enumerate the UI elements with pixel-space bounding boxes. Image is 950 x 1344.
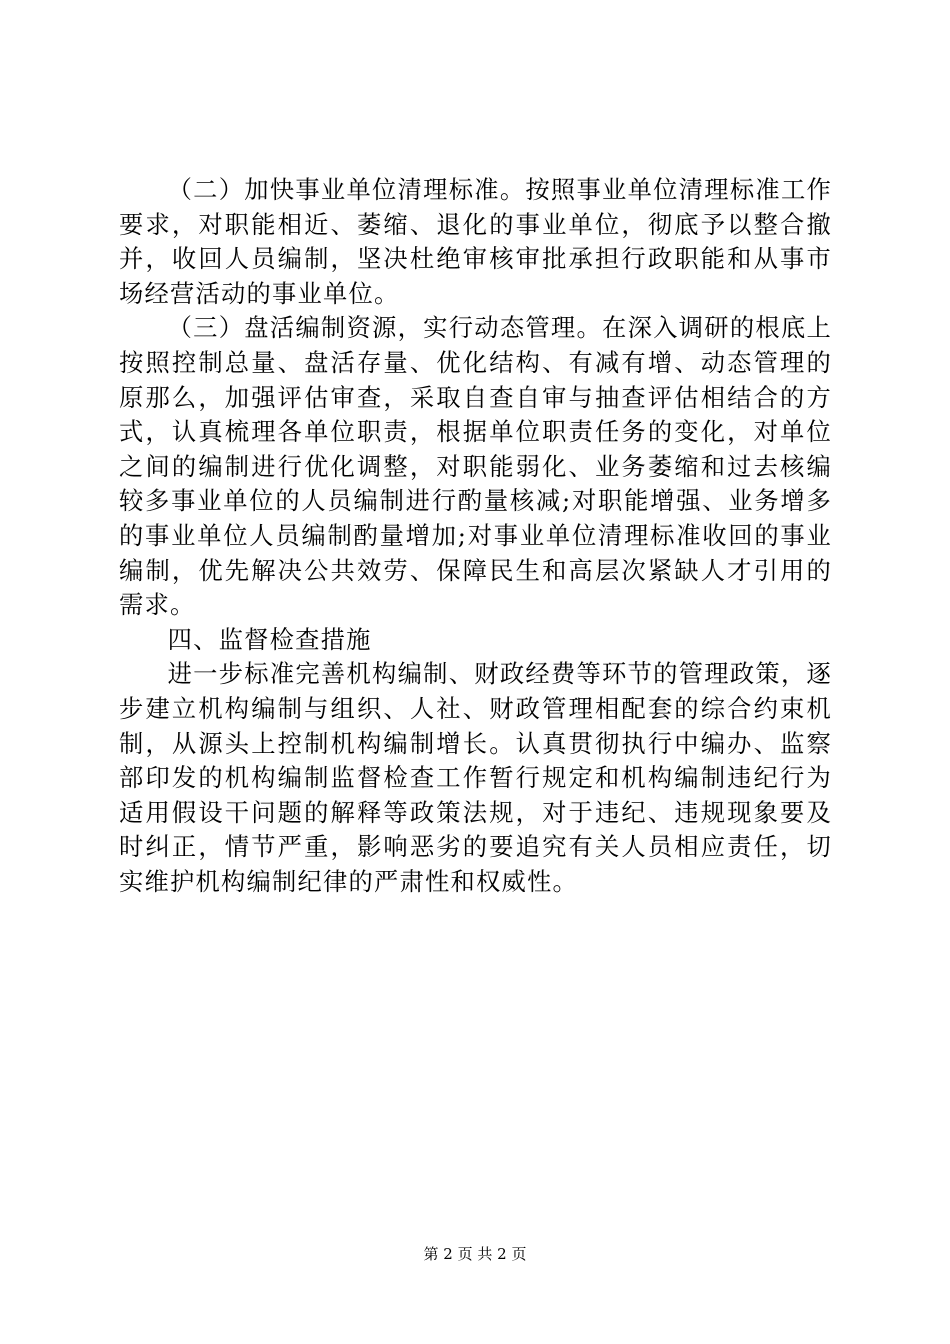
paragraph-clean-up-standards: （二）加快事业单位清理标准。按照事业单位清理标准工作要求，对职能相近、萎缩、退化的事业单位，彻底予以整合撤并，收回人员编制，坚决杜绝审核审批承担行政职能和从事市场经营活动的事业单位。 [119, 175, 832, 308]
page-number-footer: 第 2 页 共 2 页 [423, 1245, 527, 1263]
document-body [119, 173, 832, 899]
paragraph-supervision-measures: 进一步标准完善机构编制、财政经费等环节的管理政策，逐步建立机构编制与组织、人社、财政管理相配套的综合约束机制，从源头上控制机构编制增长。认真贯彻执行中编办、监察部印发的机构编制监督检查工作暂行规定和机构编制违纪行为适用假设干问题的解释等政策法规，对于违纪、违规现象要及时纠正，情节严重，影响恶劣的要追究有关人员相应责任，切实维护机构编制纪律的严肃性和权威性。 [119, 659, 832, 896]
section-heading: 四、监督检查措施 [167, 624, 372, 654]
paragraph-dynamic-management: （三）盘活编制资源，实行动态管理。在深入调研的根底上按照控制总量、盘活存量、优化结构、有减有增、动态管理的原那么，加强评估审查，采取自查自审与抽查评估相结合的方式，认真梳理各单位职责，根据单位职责任务的变化，对单位之间的编制进行优化调整，对职能弱化、业务萎缩和过去核编较多事业单位的人员编制进行酌量核减;对职能增强、业务增多的事业单位人员编制酌量增加;对事业单位清理标准收回的事业编制，优先解决公共效劳、保障民生和高层次紧缺人才引用的需求。 [119, 313, 832, 620]
